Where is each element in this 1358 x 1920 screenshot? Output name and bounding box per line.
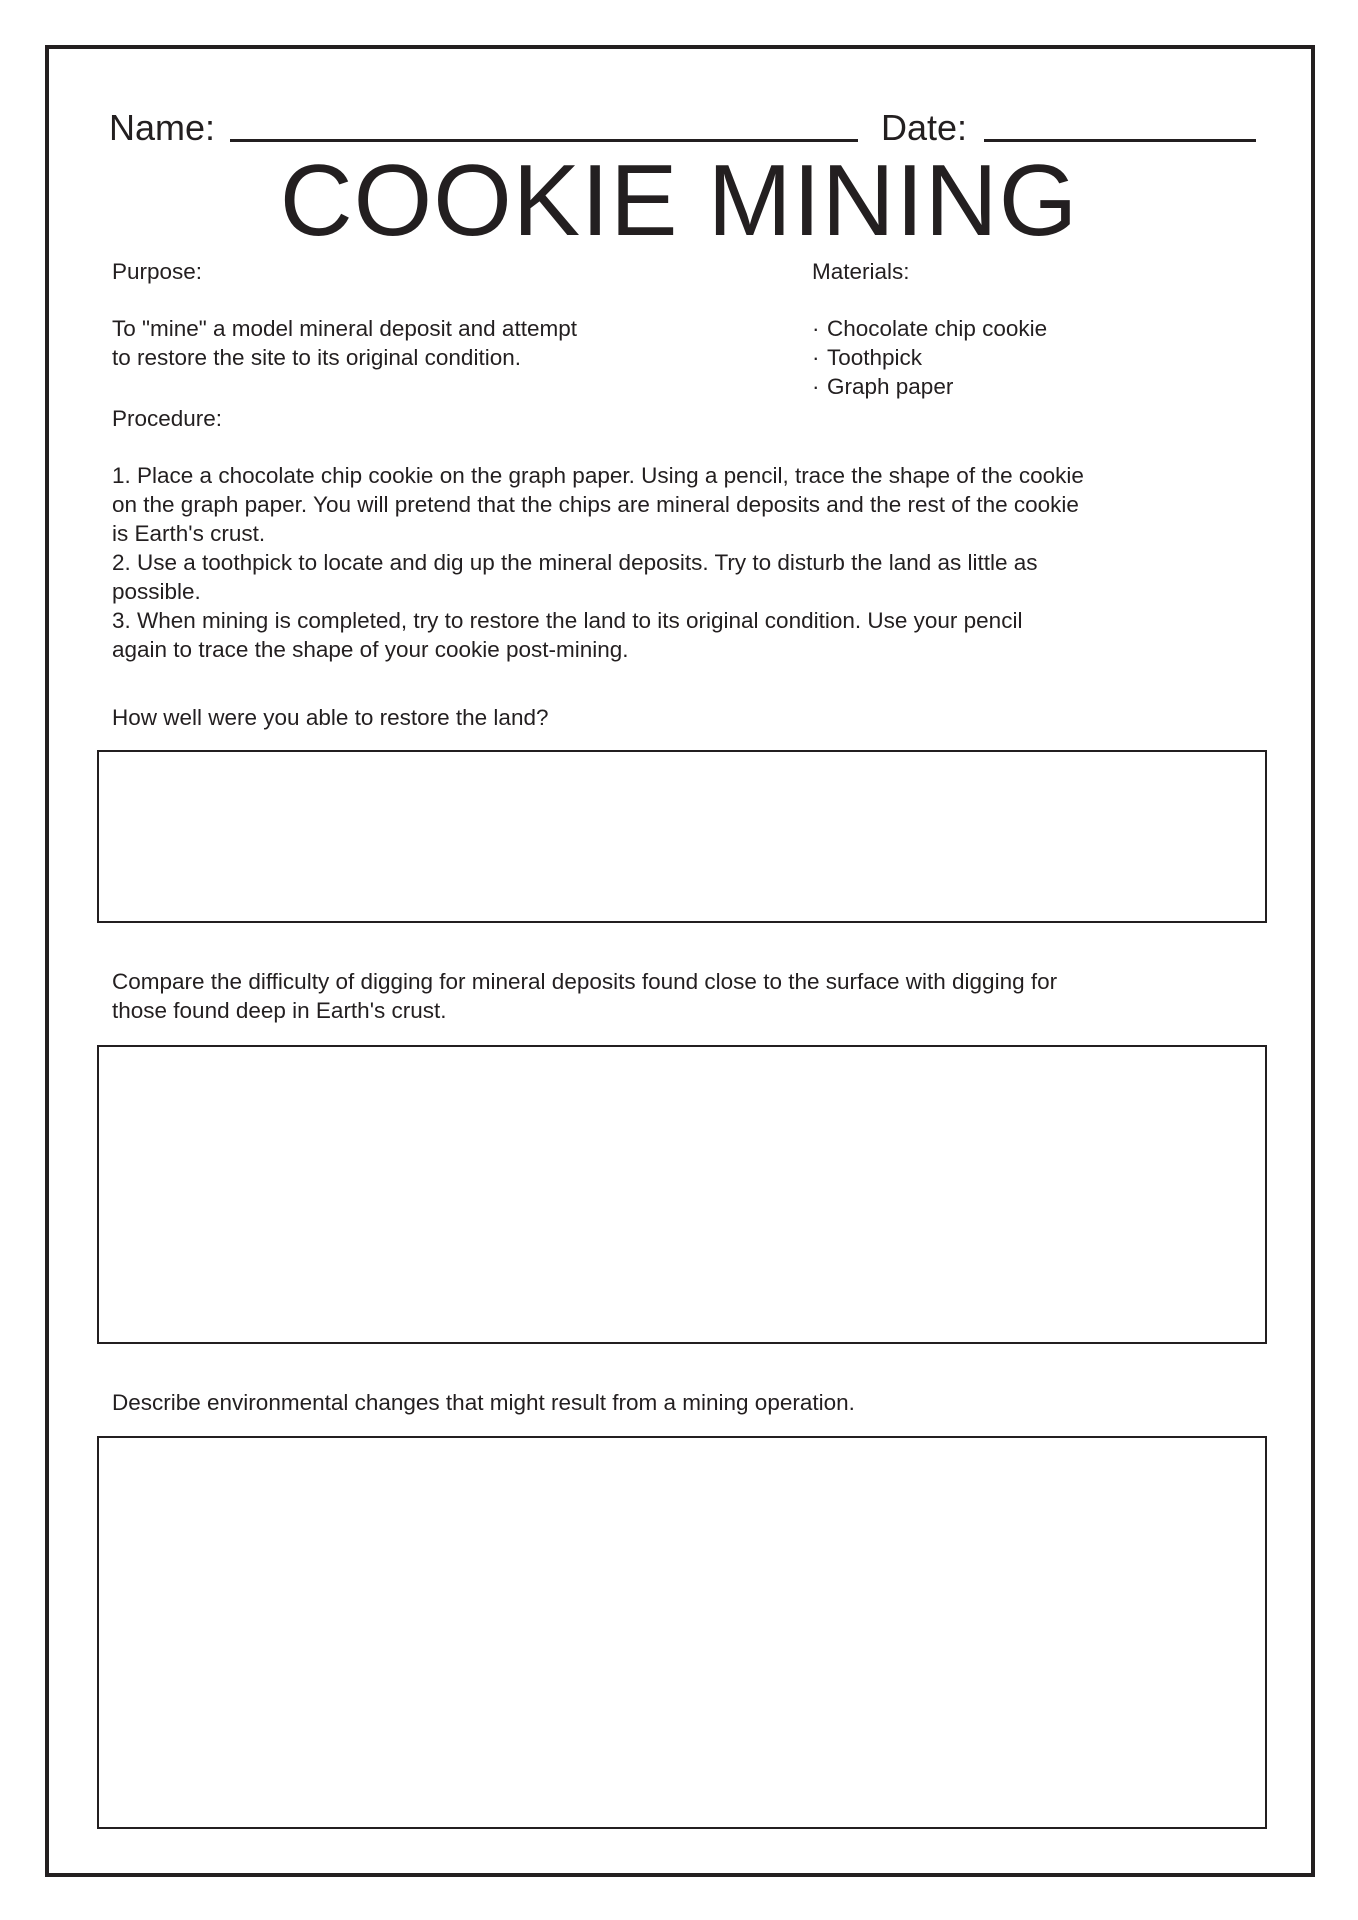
bullet-icon: · [812, 316, 820, 341]
answer-box-3[interactable] [97, 1436, 1267, 1829]
procedure-line: 1. Place a chocolate chip cookie on the graph paper. Using a pencil, trace the shape of the cookie [112, 463, 1084, 488]
name-label: Name: [109, 107, 216, 148]
material-item: · Toothpick [812, 345, 923, 370]
purpose-line: To "mine" a model mineral deposit and attempt [112, 316, 577, 341]
answer-box-1[interactable] [97, 750, 1267, 923]
question-3: Describe environmental changes that might result from a mining operation. [112, 1390, 855, 1415]
question-2 [112, 967, 1057, 1025]
page-title: COOKIE MINING [279, 145, 1079, 257]
material-item: · Chocolate chip cookie [812, 316, 1048, 341]
date-label: Date: [881, 107, 968, 148]
procedure-line: on the graph paper. You will pretend that the chips are mineral deposits and the rest of the cookie [112, 492, 1079, 517]
answer-box-2[interactable] [97, 1045, 1267, 1344]
question-1: How well were you able to restore the land? [112, 705, 549, 730]
procedure-line: 2. Use a toothpick to locate and dig up the mineral deposits. Try to disturb the land as little as [112, 550, 1038, 575]
procedure-steps [112, 461, 1084, 664]
materials-list [812, 314, 1047, 401]
procedure-line: 3. When mining is completed, try to restore the land to its original condition. Use your pencil [112, 608, 1023, 633]
procedure-label: Procedure: [112, 406, 223, 431]
procedure-line: possible. [112, 579, 201, 604]
material-item: · Graph paper [812, 374, 954, 399]
purpose-label: Purpose: [112, 259, 203, 284]
procedure-line: is Earth's crust. [112, 521, 266, 546]
name-field-line[interactable] [230, 139, 858, 142]
question-line: those found deep in Earth's crust. [112, 998, 447, 1023]
bullet-icon: · [812, 374, 820, 399]
bullet-icon: · [812, 345, 820, 370]
question-line: Compare the difficulty of digging for mineral deposits found close to the surface with digging for [112, 969, 1058, 994]
materials-label: Materials: [812, 259, 910, 284]
date-field-line[interactable] [984, 139, 1256, 142]
purpose-text [112, 314, 577, 372]
purpose-line: to restore the site to its original condition. [112, 345, 521, 370]
procedure-line: again to trace the shape of your cookie post-mining. [112, 637, 629, 662]
